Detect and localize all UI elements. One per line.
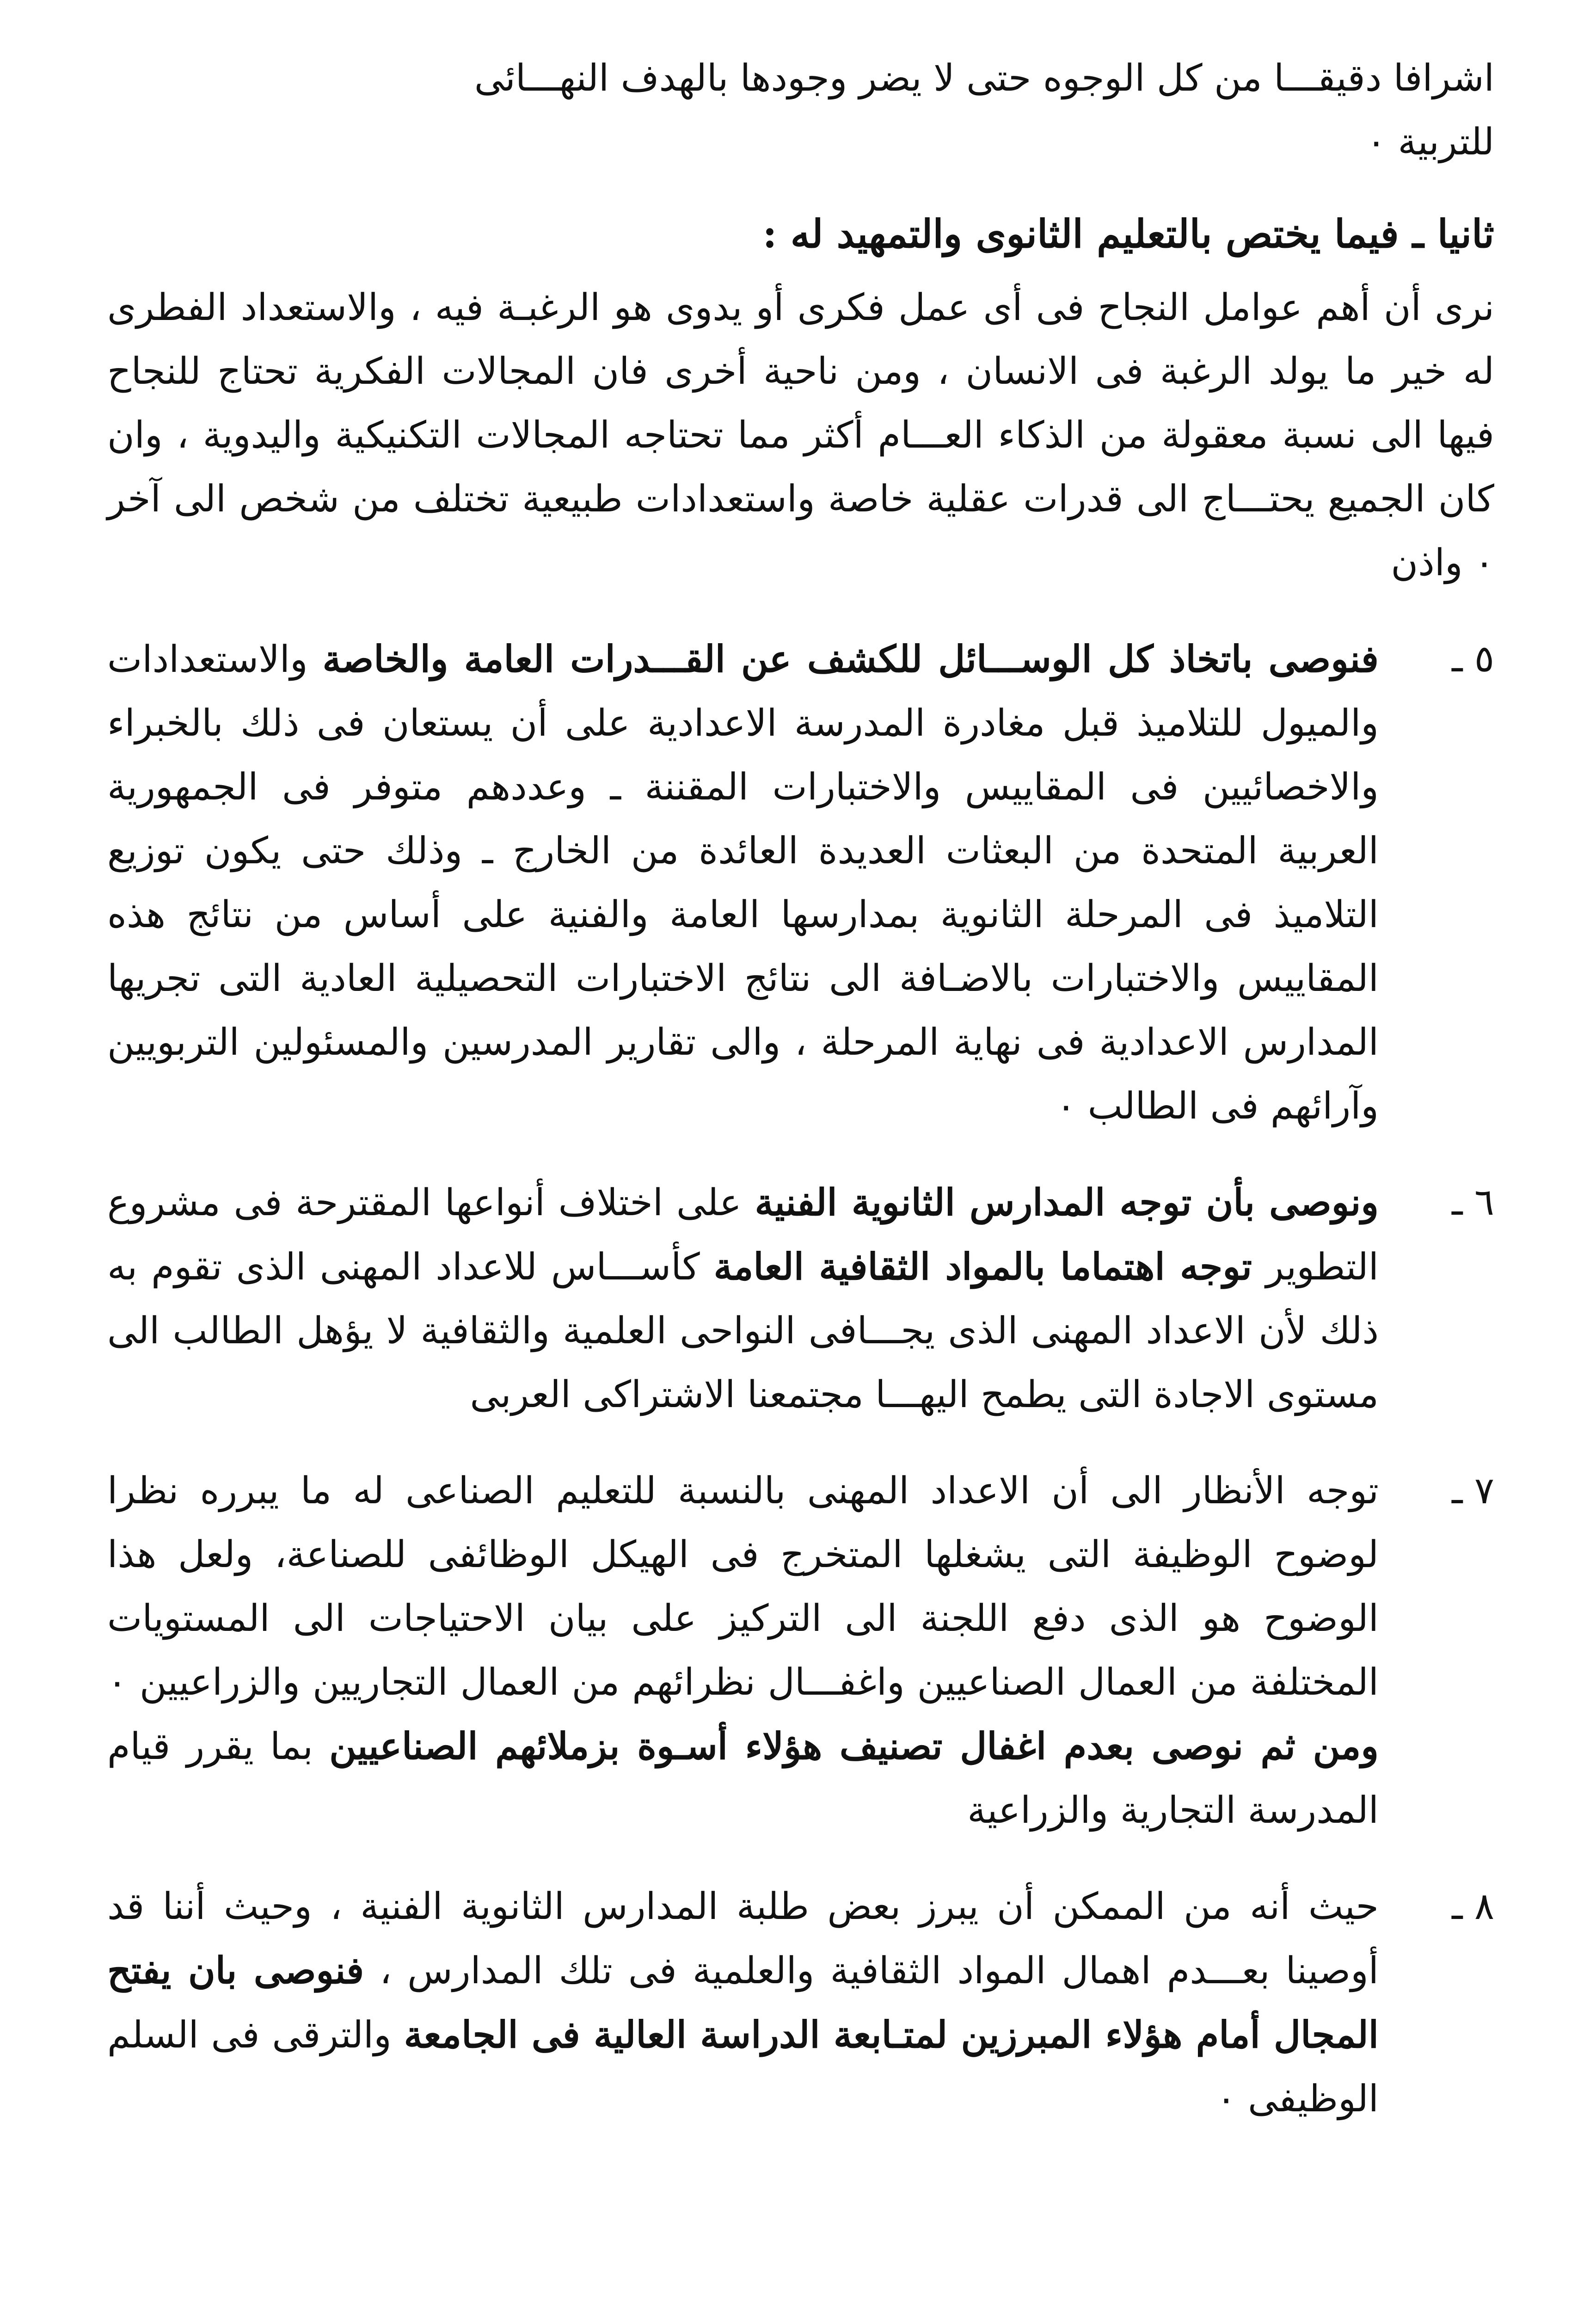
item-5-bold-lead: فنوصى باتخاذ كل الوســـائل للكشف عن القـــدرات العامة والخاصة — [322, 637, 1379, 681]
item-5-number: ٥ ـ — [1452, 637, 1494, 680]
item-8 — [107, 1875, 1494, 2131]
item-6-number: ٦ ـ — [1452, 1181, 1494, 1224]
item-8-number: ٨ ـ — [1452, 1885, 1494, 1928]
item-6-body — [107, 1170, 1379, 1427]
item-5-text: والاستعدادات والميول للتلاميذ قبل مغادرة المدرسة الاعدادية على أن يستعان فى ذلك بالخبراء والاخصائيين فى المقاييس والاختبارات المقننة ـ وعددهم متوفر فى الجمهورية العربية المتحدة من البعثات العديدة العائدة من الخارج ـ وذلك حتى يكون توزيع التلاميذ فى المرحلة الثانوية بمدارسها العامة والفنية على أساس من نتائج هذه المقاييس والاختبارات بالاضـافة الى نتائج الاختبارات التحصيلية العادية التى تجريها المدارس الاعدادية فى نهاية المرحلة ، والى تقارير المدرسين والمسئولين التربويين وآرائهم فى الطالب ٠ — [107, 638, 1379, 1127]
item-7-text-end: بما يقرر قيام المدرسة التجارية والزراعية — [107, 1725, 1379, 1832]
item-5 — [107, 627, 1494, 1138]
section-heading: ثانيا ـ فيما يختص بالتعليم الثانوى والتمهيد له : — [762, 211, 1494, 257]
item-8-bold-tail: فنوصى بان يفتح المجال أمام هؤلاء المبرزين لمتـابعة الدراسة العالية فى الجامعة — [107, 1949, 1379, 2056]
item-7-body — [107, 1459, 1379, 1842]
item-8-body — [107, 1875, 1379, 2131]
item-6-text-1: على اختلاف أنواعها المقترحة فى مشروع التطوير — [107, 1181, 1379, 1288]
item-6 — [107, 1170, 1494, 1427]
item-5-body — [107, 627, 1379, 1138]
document-page — [107, 46, 1494, 2131]
item-7-number: ٧ ـ — [1452, 1469, 1494, 1512]
intro-line-2: للتربية ٠ — [1366, 120, 1494, 163]
item-6-text-2: كأســـاس للاعداد المهنى الذى تقوم به ذلك لأن الاعداد المهنى الذى يجـــافى النواحى العلمية والثقافية لا يؤهل الطالب الى مستوى الاجادة التى يطمح اليهـــا مجتمعنا الاشتراكى العربى — [107, 1245, 1379, 1416]
intro-paragraph — [107, 46, 1494, 174]
item-6-bold-mid: توجه اهتماما بالمواد الثقافية العامة — [713, 1245, 1252, 1288]
item-7 — [107, 1459, 1494, 1842]
intro-line-1: اشرافا دقيقـــا من كل الوجوه حتى لا يضر وجودها بالهدف النهـــائى — [474, 56, 1494, 99]
item-6-bold-lead: ونوصى بأن توجه المدارس الثانوية الفنية — [755, 1181, 1379, 1224]
item-8-text-end: والترقى فى السلم الوظيفى ٠ — [107, 2013, 1379, 2120]
item-7-text: توجه الأنظار الى أن الاعداد المهنى بالنسبة للتعليم الصناعى له ما يبرره نظرا لوضوح الوظيفة التى يشغلها المتخرج فى الهيكل الوظائفى للصناعة، ولعل هذا الوضوح هو الذى دفع اللجنة الى التركيز على بيان الاحتياجات الى المستويات المختلفة من العمال الصناعيين واغفـــال نظرائهم من العمال التجاريين والزراعيين ٠ — [107, 1469, 1379, 1703]
item-8-text: حيث أنه من الممكن أن يبرز بعض طلبة المدارس الثانوية الفنية ، وحيث أننا قد أوصينا بعـــدم اهمال المواد الثقافية والعلمية فى تلك المدارس ، — [107, 1885, 1379, 1992]
item-7-bold-tail: ومن ثم نوصى بعدم اغفال تصنيف هؤلاء أسـوة بزملائهم الصناعيين — [329, 1724, 1379, 1768]
section-paragraph: نرى أن أهم عوامل النجاح فى أى عمل فكرى أو يدوى هو الرغبـة فيه ، والاستعداد الفطرى له خير ما يولد الرغبة فى الانسان ، ومن ناحية أخرى فان المجالات الفكرية تحتاج للنجاح فيها الى نسبة معقولة من الذكاء العـــام أكثر مما تحتاجه المجالات التكنيكية واليدوية ، وان كان الجميع يحتـــاج الى قدرات عقلية خاصة واستعدادات طبيعية تختلف من شخص الى آخر ٠ واذن — [107, 286, 1495, 584]
